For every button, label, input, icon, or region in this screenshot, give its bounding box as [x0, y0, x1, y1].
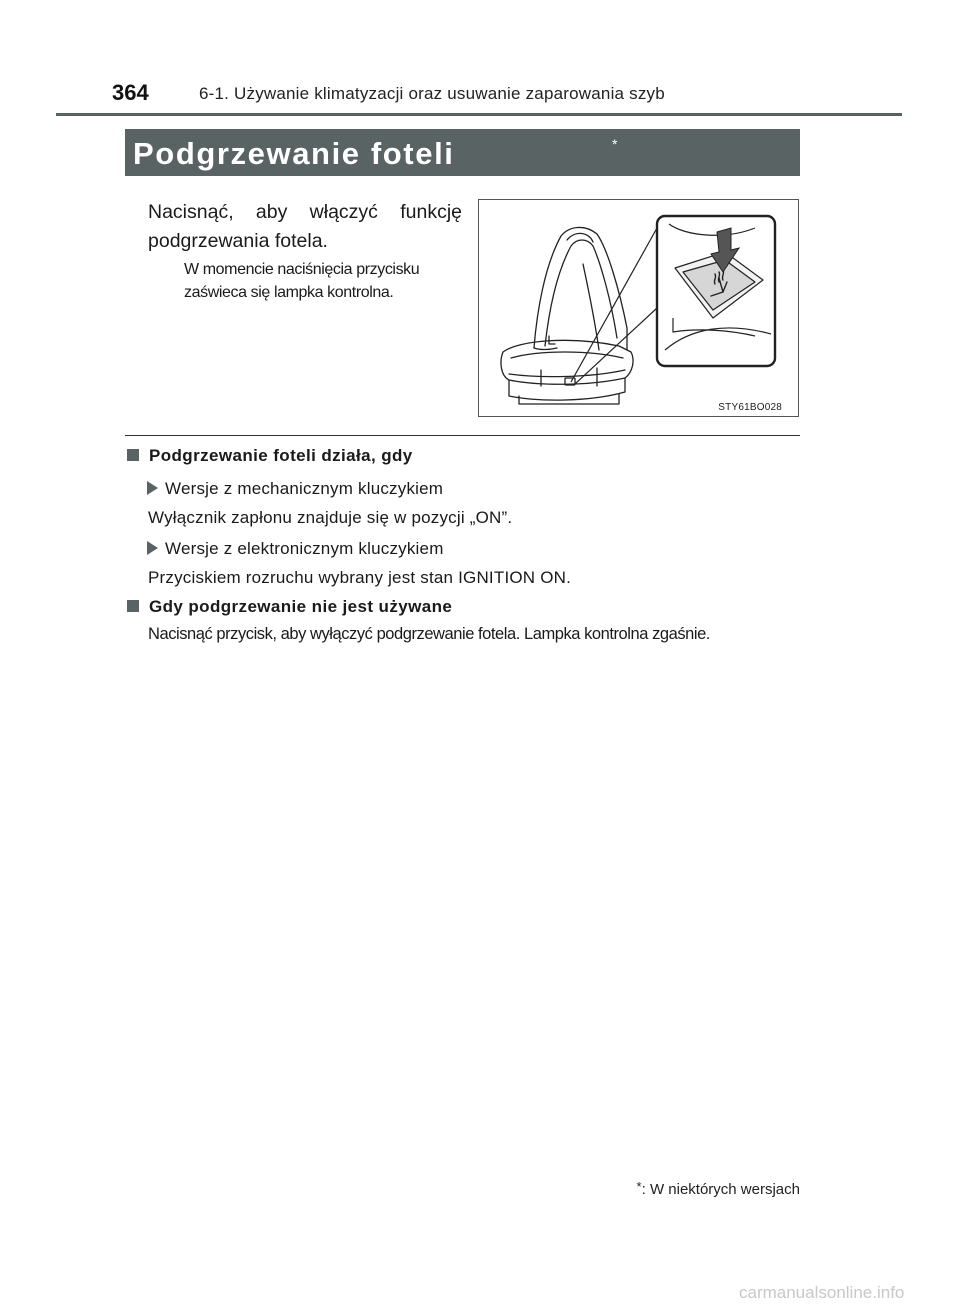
smart-key-label-text: Wersje z elektronicznym kluczykiem	[165, 539, 444, 558]
seat-heater-illustration	[478, 199, 799, 417]
footnote	[637, 1179, 800, 1198]
mechanical-key-label	[147, 479, 443, 499]
intro-instruction: Nacisnąć, aby włączyć funkcję podgrzewania fotela.	[148, 201, 462, 252]
triangle-bullet-icon	[147, 541, 158, 555]
figure-code: STY61BO028	[718, 402, 782, 413]
section-title: Podgrzewanie foteli	[133, 136, 455, 171]
mechanical-key-label-text: Wersje z mechanicznym kluczykiem	[165, 479, 444, 498]
smart-key-label	[147, 539, 444, 559]
triangle-bullet-icon	[147, 481, 158, 495]
not-used-heading	[127, 597, 452, 617]
footnote-star-icon: *	[612, 136, 618, 152]
square-bullet-icon	[127, 600, 139, 612]
operates-heading-text: Podgrzewanie foteli działa, gdy	[149, 446, 413, 465]
footnote-text: : W niektórych wersjach	[641, 1181, 800, 1198]
seat-heater-drawing	[479, 200, 800, 418]
mechanical-key-text: Wyłącznik zapłonu znajduje się w pozycji „ON”.	[148, 508, 513, 527]
not-used-heading-text: Gdy podgrzewanie nie jest używane	[149, 597, 453, 616]
operates-heading	[127, 446, 413, 466]
page-number: 364	[112, 80, 149, 105]
not-used-text: Nacisnąć przycisk, aby wyłączyć podgrzewanie fotela. Lampka kontrolna zgaśnie.	[148, 625, 710, 643]
chapter-title: 6-1. Używanie klimatyzacji oraz usuwanie zaparowania szyb	[199, 84, 665, 103]
watermark: carmanualsonline.info	[739, 1283, 905, 1302]
header-rule	[56, 113, 902, 116]
section-banner	[125, 129, 800, 176]
footnote-star: *	[636, 1179, 642, 1194]
content-rule	[125, 435, 800, 436]
intro-note: W momencie naciśnięcia przycisku zaświeca się lampka kontrolna.	[184, 261, 420, 301]
square-bullet-icon	[127, 449, 139, 461]
smart-key-text: Przyciskiem rozruchu wybrany jest stan IGNITION ON.	[148, 568, 572, 587]
